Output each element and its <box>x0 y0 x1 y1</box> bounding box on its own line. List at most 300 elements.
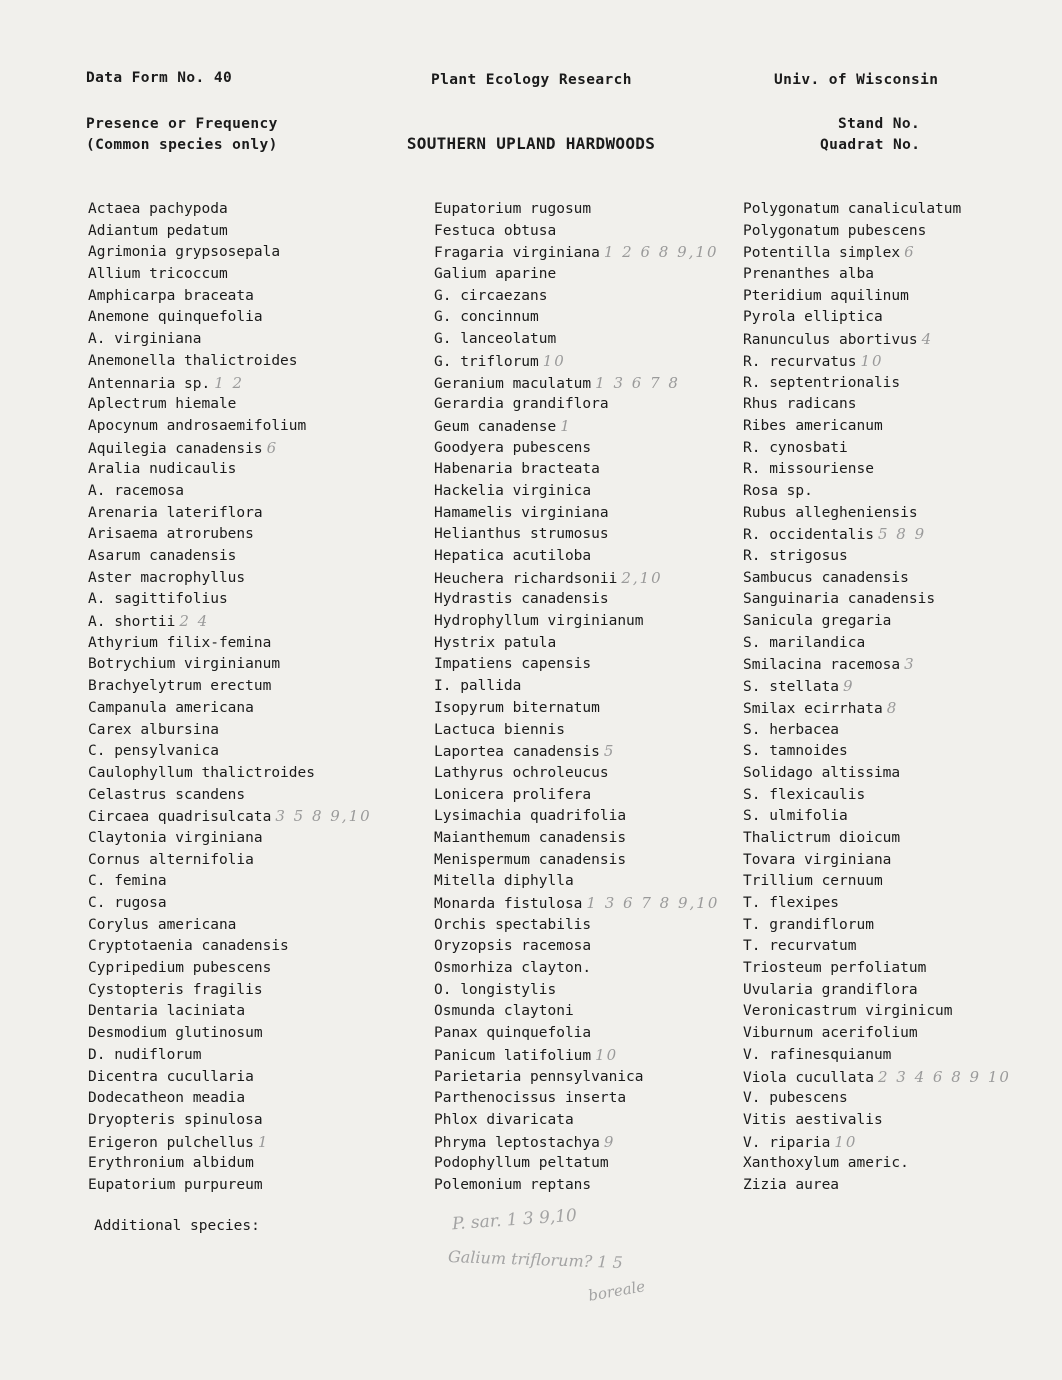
species-name: S. herbacea <box>743 721 840 738</box>
species-row <box>434 1132 719 1154</box>
species-name: Athyrium filix-femina <box>88 634 272 651</box>
species-row <box>434 1001 719 1023</box>
species-name: T. flexipes <box>743 895 840 911</box>
species-name: Hydrophyllum virginianum <box>434 613 644 630</box>
species-row <box>434 1088 719 1110</box>
species-name: Hystrix patula <box>434 634 557 651</box>
species-name: Aquilegia canadensis <box>88 440 263 457</box>
species-row <box>434 438 719 460</box>
species-row <box>88 654 372 676</box>
species-row <box>743 568 1011 590</box>
species-row <box>743 329 1011 351</box>
species-row <box>743 1023 1011 1045</box>
species-row <box>434 633 719 655</box>
species-row <box>88 763 372 785</box>
species-row <box>434 828 719 850</box>
species-name: Parietaria pennsylvanica <box>434 1068 644 1085</box>
species-row <box>743 785 1011 807</box>
handwritten-additional-1: P. sar. 1 3 9,10 <box>451 1205 578 1235</box>
handwritten-quadrat-note: 1 <box>560 416 572 435</box>
species-name: Dodecatheon meadia <box>88 1090 246 1107</box>
species-name: Cystopteris fragilis <box>88 981 263 998</box>
species-name: Hepatica acutiloba <box>434 548 592 564</box>
species-name: Pyrola elliptica <box>743 309 883 326</box>
species-row <box>743 654 1011 676</box>
species-row <box>434 806 719 828</box>
handwritten-additional-3: boreale <box>586 1277 647 1305</box>
species-row <box>743 1175 1011 1197</box>
species-row <box>743 394 1011 416</box>
species-row <box>88 286 372 308</box>
species-row <box>743 503 1011 525</box>
species-row <box>743 1067 1011 1089</box>
species-name: T. recurvatum <box>743 938 857 955</box>
species-name: A. shortii <box>88 614 176 631</box>
species-row <box>434 524 719 546</box>
species-row <box>434 1045 719 1067</box>
species-row <box>88 1153 372 1175</box>
species-row <box>434 763 719 785</box>
species-row <box>434 264 719 286</box>
species-row <box>743 1153 1011 1175</box>
species-name: Apocynum androsaemifolium <box>88 417 307 434</box>
species-name: Rubus allegheniensis <box>743 504 918 521</box>
stand-number-field: Stand No. <box>838 116 921 132</box>
species-row <box>88 828 372 850</box>
species-row <box>88 1110 372 1132</box>
species-row <box>743 1001 1011 1023</box>
species-row <box>434 242 719 264</box>
species-name: G. triflorum <box>434 353 539 370</box>
species-row <box>88 351 372 373</box>
handwritten-quadrat-note: 8 <box>886 698 899 717</box>
handwritten-quadrat-note: 1 2 6 8 9,10 <box>603 243 719 262</box>
species-name: Menispermum canadensis <box>434 851 627 868</box>
species-name: D. nudiflorum <box>88 1046 202 1063</box>
species-row <box>743 524 1011 546</box>
species-name: Anemone quinquefolia <box>88 309 263 326</box>
page-title: SOUTHERN UPLAND HARDWOODS <box>406 134 656 153</box>
species-name: C. femina <box>88 873 167 890</box>
species-row <box>434 915 719 937</box>
species-row <box>434 503 719 525</box>
quadrat-number-field: Quadrat No. <box>820 137 921 153</box>
species-row <box>743 416 1011 438</box>
species-name: Parthenocissus inserta <box>434 1090 627 1107</box>
species-name: S. flexicaulis <box>743 786 866 803</box>
species-name: Amphicarpa braceata <box>88 287 254 304</box>
species-column-2 <box>434 199 719 1197</box>
species-name: R. recurvatus <box>743 353 857 370</box>
species-name: Cryptotaenia canadensis <box>88 938 289 955</box>
species-row <box>88 676 372 698</box>
species-name: Brachyelytrum erectum <box>88 678 272 695</box>
species-name: Anemonella thalictroides <box>88 352 298 369</box>
species-name: Lysimachia quadrifolia <box>434 808 627 825</box>
handwritten-quadrat-note: 5 <box>603 742 616 761</box>
species-row <box>743 373 1011 395</box>
species-row <box>743 1132 1011 1154</box>
species-name: Habenaria bracteata <box>434 461 600 478</box>
species-name: V. rafinesquianum <box>743 1046 892 1063</box>
species-name: Phlox divaricata <box>434 1111 574 1128</box>
species-row <box>434 199 719 221</box>
species-name: A. virginiana <box>88 331 202 348</box>
species-name: Helianthus strumosus <box>434 526 609 543</box>
species-name: Lonicera prolifera <box>434 786 592 803</box>
species-name: Dentaria laciniata <box>88 1003 246 1020</box>
species-row <box>88 546 372 568</box>
handwritten-quadrat-note: 6 <box>904 243 916 262</box>
species-row <box>434 459 719 481</box>
species-name: Triosteum perfoliatum <box>743 960 927 977</box>
species-row <box>743 611 1011 633</box>
species-row <box>743 242 1011 264</box>
species-name: Geranium maculatum <box>434 375 592 392</box>
species-name: T. grandiflorum <box>743 916 874 933</box>
species-name: Oryzopsis racemosa <box>434 938 592 955</box>
species-row <box>88 741 372 763</box>
species-row <box>88 221 372 243</box>
species-name: Corylus americana <box>88 916 237 933</box>
species-name: Claytonia virginiana <box>88 829 263 846</box>
species-name: Antennaria sp. <box>88 375 211 392</box>
handwritten-quadrat-note: 6 <box>266 438 279 457</box>
species-name: Impatiens capensis <box>434 656 592 673</box>
species-row <box>88 1067 372 1089</box>
species-row <box>88 1001 372 1023</box>
handwritten-quadrat-note: 4 <box>921 330 934 349</box>
species-row <box>743 958 1011 980</box>
species-name: Rhus radicans <box>743 396 857 413</box>
species-name: Thalictrum dioicum <box>743 829 901 846</box>
species-name: I. pallida <box>434 678 522 695</box>
species-row <box>434 589 719 611</box>
species-name: S. marilandica <box>743 634 866 651</box>
species-row <box>434 373 719 395</box>
species-row <box>743 1088 1011 1110</box>
species-row <box>743 221 1011 243</box>
species-name: A. racemosa <box>88 482 185 499</box>
handwritten-quadrat-note: 2 4 <box>179 612 210 631</box>
species-name: Smilacina racemosa <box>743 657 901 674</box>
organization: Plant Ecology Research <box>431 72 632 88</box>
handwritten-quadrat-note: 3 5 8 9,10 <box>275 807 372 826</box>
species-name: Hydrastis canadensis <box>434 591 609 608</box>
species-row <box>88 806 372 828</box>
handwritten-quadrat-note: 10 <box>834 1132 858 1151</box>
species-name: Carex albursina <box>88 721 219 738</box>
species-name: R. missouriense <box>743 461 874 478</box>
species-row <box>88 199 372 221</box>
species-row <box>88 893 372 915</box>
species-name: G. circaezans <box>434 287 548 304</box>
species-row <box>743 763 1011 785</box>
handwritten-quadrat-note: 10 <box>860 351 884 370</box>
species-name: Cypripedium pubescens <box>88 960 272 977</box>
additional-species-label: Additional species: <box>94 1218 260 1234</box>
species-row <box>434 1175 719 1197</box>
species-row <box>434 546 719 568</box>
species-row <box>434 893 719 915</box>
species-name: Fragaria virginiana <box>434 245 600 262</box>
species-row <box>743 633 1011 655</box>
species-name: Campanula americana <box>88 699 254 716</box>
species-row <box>88 1088 372 1110</box>
species-row <box>743 286 1011 308</box>
species-name: Allium tricoccum <box>88 266 228 283</box>
species-row <box>434 698 719 720</box>
species-name: Tovara virginiana <box>743 851 892 868</box>
species-name: Eupatorium rugosum <box>434 201 592 217</box>
species-row <box>743 438 1011 460</box>
species-row <box>88 633 372 655</box>
species-row <box>88 871 372 893</box>
species-row <box>743 199 1011 221</box>
species-name: Osmunda claytoni <box>434 1003 574 1020</box>
species-row <box>434 394 719 416</box>
handwritten-quadrat-note: 10 <box>542 351 566 370</box>
species-name: Desmodium glutinosum <box>88 1025 263 1042</box>
species-name: V. riparia <box>743 1134 831 1151</box>
species-row <box>434 481 719 503</box>
species-name: Arenaria lateriflora <box>88 504 263 521</box>
handwritten-additional-2: Galium triflorum? 1 5 <box>447 1246 624 1273</box>
species-row <box>434 329 719 351</box>
species-name: S. stellata <box>743 679 840 696</box>
species-name: Gerardia grandiflora <box>434 396 609 413</box>
species-row <box>434 720 719 742</box>
species-row <box>88 936 372 958</box>
species-row <box>434 1110 719 1132</box>
handwritten-quadrat-note: 2 3 4 6 8 9 10 <box>877 1067 1011 1086</box>
university: Univ. of Wisconsin <box>774 72 939 88</box>
species-row <box>88 242 372 264</box>
presence-frequency-label: Presence or Frequency <box>86 116 278 132</box>
species-name: Polygonatum pubescens <box>743 222 927 239</box>
species-row <box>743 828 1011 850</box>
species-name: Zizia aurea <box>743 1176 840 1193</box>
species-row <box>88 698 372 720</box>
species-name: Celastrus scandens <box>88 786 246 803</box>
species-name: Hackelia virginica <box>434 482 592 499</box>
species-row <box>88 785 372 807</box>
species-name: Geum canadense <box>434 418 557 435</box>
species-row <box>88 1045 372 1067</box>
species-name: C. rugosa <box>88 895 167 911</box>
species-name: Agrimonia grypsosepala <box>88 244 281 261</box>
species-name: Rosa sp. <box>743 482 813 499</box>
species-name: Galium aparine <box>434 266 557 283</box>
species-row <box>88 980 372 1002</box>
species-name: Podophyllum peltatum <box>434 1155 609 1172</box>
species-row <box>434 850 719 872</box>
species-row <box>743 741 1011 763</box>
species-row <box>88 720 372 742</box>
species-row <box>434 1023 719 1045</box>
species-name: R. strigosus <box>743 548 848 564</box>
species-name: Circaea quadrisulcata <box>88 809 272 826</box>
species-name: G. concinnum <box>434 309 539 326</box>
species-row <box>88 264 372 286</box>
species-row <box>743 351 1011 373</box>
species-name: S. tamnoides <box>743 743 848 760</box>
species-name: Erigeron pulchellus <box>88 1134 254 1151</box>
species-row <box>434 980 719 1002</box>
species-name: Hamamelis virginiana <box>434 504 609 521</box>
species-name: Aster macrophyllus <box>88 569 246 586</box>
species-row <box>434 221 719 243</box>
species-row <box>434 741 719 763</box>
species-name: Viburnum acerifolium <box>743 1025 918 1042</box>
handwritten-quadrat-note: 1 2 <box>214 373 245 392</box>
species-row <box>88 438 372 460</box>
species-row <box>743 307 1011 329</box>
species-column-3 <box>743 199 1011 1197</box>
species-row <box>88 329 372 351</box>
species-name: Smilax ecirrhata <box>743 700 883 717</box>
species-row <box>434 654 719 676</box>
species-row <box>743 936 1011 958</box>
species-row <box>743 806 1011 828</box>
species-row <box>88 1132 372 1154</box>
species-name: Asarum canadensis <box>88 548 237 564</box>
species-row <box>88 524 372 546</box>
species-row <box>88 568 372 590</box>
species-row <box>743 546 1011 568</box>
handwritten-quadrat-note: 10 <box>595 1045 619 1064</box>
species-name: Caulophyllum thalictroides <box>88 764 315 781</box>
species-row <box>743 698 1011 720</box>
species-row <box>88 589 372 611</box>
species-row <box>88 394 372 416</box>
species-name: Heuchera richardsonii <box>434 570 618 587</box>
species-name: Aralia nudicaulis <box>88 461 237 478</box>
species-name: Lactuca biennis <box>434 721 565 738</box>
species-row <box>88 1023 372 1045</box>
species-row <box>743 850 1011 872</box>
species-row <box>434 351 719 373</box>
species-name: R. occidentalis <box>743 527 874 544</box>
species-name: Aplectrum hiemale <box>88 396 237 413</box>
species-name: Dicentra cucullaria <box>88 1068 254 1085</box>
species-row <box>434 416 719 438</box>
species-row <box>743 676 1011 698</box>
species-row <box>88 307 372 329</box>
species-row <box>434 676 719 698</box>
species-row <box>743 893 1011 915</box>
species-name: Botrychium virginianum <box>88 656 281 673</box>
species-name: Isopyrum biternatum <box>434 699 600 716</box>
species-name: Ribes americanum <box>743 417 883 434</box>
species-name: Dryopteris spinulosa <box>88 1111 263 1128</box>
species-row <box>88 850 372 872</box>
species-row <box>88 958 372 980</box>
handwritten-quadrat-note: 1 <box>257 1132 270 1151</box>
species-row <box>434 958 719 980</box>
species-name: Panicum latifolium <box>434 1047 592 1064</box>
species-name: S. ulmifolia <box>743 808 848 825</box>
species-name: Veronicastrum virginicum <box>743 1003 953 1020</box>
species-name: Viola cucullata <box>743 1069 874 1086</box>
handwritten-quadrat-note: 9 <box>843 677 855 696</box>
species-name: Goodyera pubescens <box>434 439 592 456</box>
species-name: Solidago altissima <box>743 764 901 781</box>
species-name: G. lanceolatum <box>434 331 557 348</box>
species-name: R. septentrionalis <box>743 374 901 391</box>
species-name: Prenanthes alba <box>743 266 874 283</box>
species-name: Trillium cernuum <box>743 873 883 890</box>
species-name: Festuca obtusa <box>434 222 557 239</box>
species-name: Pteridium aquilinum <box>743 287 909 304</box>
species-row <box>743 264 1011 286</box>
species-row <box>743 481 1011 503</box>
species-row <box>434 785 719 807</box>
species-name: Mitella diphylla <box>434 873 574 890</box>
species-row <box>743 980 1011 1002</box>
handwritten-quadrat-note: 3 <box>904 655 916 674</box>
species-row <box>88 611 372 633</box>
species-name: Lathyrus ochroleucus <box>434 764 609 781</box>
species-name: V. pubescens <box>743 1090 848 1107</box>
species-name: Actaea pachypoda <box>88 201 228 217</box>
species-name: Maianthemum canadensis <box>434 829 627 846</box>
species-row <box>434 611 719 633</box>
species-name: Sanguinaria canadensis <box>743 591 936 608</box>
handwritten-quadrat-note: 2,10 <box>621 568 663 587</box>
species-name: Erythronium albidum <box>88 1155 254 1172</box>
species-name: A. sagittifolius <box>88 591 228 608</box>
species-name: Ranunculus abortivus <box>743 332 918 349</box>
species-name: Vitis aestivalis <box>743 1111 883 1128</box>
species-row <box>434 1153 719 1175</box>
species-row <box>743 871 1011 893</box>
species-row <box>88 459 372 481</box>
species-row <box>743 720 1011 742</box>
handwritten-quadrat-note: 5 8 9 <box>877 525 927 544</box>
species-row <box>88 481 372 503</box>
species-row <box>88 915 372 937</box>
species-name: Cornus alternifolia <box>88 851 254 868</box>
common-species-note: (Common species only) <box>86 137 278 153</box>
handwritten-quadrat-note: 1 3 6 7 8 <box>595 373 680 392</box>
species-name: Phryma leptostachya <box>434 1134 600 1151</box>
species-row <box>434 936 719 958</box>
form-number: Data Form No. 40 <box>86 70 233 86</box>
species-name: Sambucus canadensis <box>743 569 909 586</box>
species-row <box>743 915 1011 937</box>
species-row <box>88 416 372 438</box>
species-name: R. cynosbati <box>743 439 848 456</box>
species-name: Polygonatum canaliculatum <box>743 201 962 217</box>
species-column-1 <box>88 199 372 1197</box>
species-name: Potentilla simplex <box>743 245 901 262</box>
species-row <box>88 373 372 395</box>
species-row <box>743 589 1011 611</box>
species-name: Panax quinquefolia <box>434 1025 592 1042</box>
species-name: Monarda fistulosa <box>434 896 583 912</box>
species-name: Sanicula gregaria <box>743 613 892 630</box>
species-row <box>434 286 719 308</box>
species-name: Laportea canadensis <box>434 744 600 761</box>
species-row <box>743 459 1011 481</box>
species-row <box>434 568 719 590</box>
species-name: Arisaema atrorubens <box>88 526 254 543</box>
species-row <box>434 871 719 893</box>
species-row <box>434 307 719 329</box>
species-row <box>88 1175 372 1197</box>
handwritten-quadrat-note: 9 <box>603 1132 616 1151</box>
